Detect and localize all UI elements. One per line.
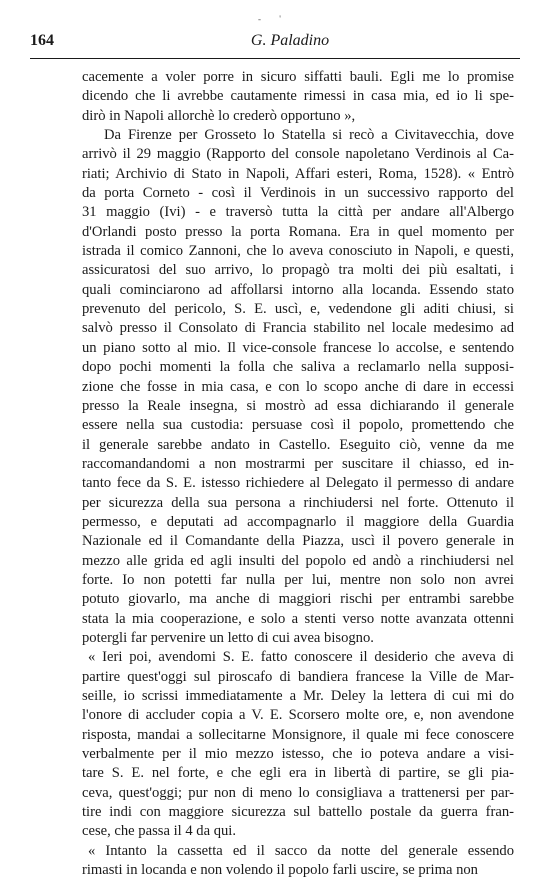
text-line: 31 maggio (Ivi) - e traversò tutta la città per andare all'Albergo [82,204,514,221]
text-line: dopo pochi momenti la folla che saliva a reclamarlo nella supposi- [82,359,514,376]
text-line: quali cominciarono ad affollarsi intorno alla locanda. Essendo stato [82,281,514,298]
text-line: mezzo alle grida ed agli insulti del popolo ed andò a rinchiudersi nel [82,552,514,569]
text-line: « Intanto la cassetta ed il sacco da notte del generale essendo [88,842,514,859]
text-line: risposta, mandai a sollecitarne Monsignore, il quale mi fece conoscere [82,726,514,743]
text-line: permesso, e deputati ad accompagnarlo il maggiore della Guardia [82,513,514,530]
text-line: prevenuto del pericolo, S. E. uscì, e, vedendone gli aditi chiusi, si [82,301,514,318]
text-line: da porta Corneto - così il Verdinois in un successivo rapporto del [82,185,514,202]
text-line: istrada il comico Zannoni, che lo aveva conosciuto in Napoli, e questi, [82,243,514,260]
text-line: ceva, quest'oggi; pur non di meno lo consigliava a trattenersi per par- [82,784,514,801]
text-line: per sicurezza della sua persona a rinchiudersi nel forte. Ottenuto il [82,494,514,511]
text-line: cese, che passa il 4 da qui. [82,823,236,840]
text-line: cacemente a voler porre in sicuro siffatti bauli. Egli me lo promise [82,69,514,85]
text-line: potuto giovarlo, ma anche di maggiori rischi per entrambi sarebbe [82,591,514,608]
text-line: seille, io scrissi immediatamente a Mr. Deley la lettera di cui mi do [82,688,514,704]
printer-marks: - ' [258,14,289,24]
text-line: partire quest'oggi sul piroscafo di bandiera francese la Ville de Mar- [82,668,514,685]
text-line: dirò in Napoli allorchè lo crederò opportuno », [82,107,356,124]
text-line: dicendo che li avrebbe cautamente rimessi in casa mia, ed io li spe- [82,88,514,105]
text-line: il generale sarebbe andato in Castello. Eseguito ciò, venne da me [82,436,514,453]
header-rule [30,58,520,59]
body-text [82,68,514,880]
text-line: presso la Reale insegna, si mostrò ad essa dichiarando il generale [82,397,514,414]
text-line: raccomandandomi a non mostrarmi per suscitare il chiasso, ed in- [82,455,514,472]
text-line: Da Firenze per Grosseto lo Statella si recò a Civitavecchia, dove [104,127,514,144]
text-line: verbalmente per il mio mezzo istesso, che io poteva andare a visi- [82,746,514,763]
text-line: un piano sotto al mio. Il vice-console francese lo accolse, e sentendo [82,339,514,356]
text-line: forte. Io non potetti far nulla per lui, mentre non solo non avrei [82,571,514,588]
text-line: tanto fece da S. E. istesso richiedere al Delegato il permesso di andare [82,475,514,492]
text-line: tire indi con maggiore sicurezza sul battello postale da guerra fran- [82,804,514,821]
text-line: potergli far pervenire un letto di cui avea bisogno. [82,629,374,646]
text-line: essere nella sua custodia: persuase così il popolo, promettendo che [82,417,514,434]
text-line: rimasti in locanda e non volendo il popolo farli uscire, se prima non [82,862,478,879]
text-line: l'onore di accluder copia a V. E. Scorsero molte ore, e, non avendone [82,707,514,724]
text-line: stata la mia cooperazione, e solo a stenti verso notte avanzata ottenni [82,610,514,627]
text-line: arrivò il 29 maggio (Rapporto del console napoletano Verdinois al Ca- [82,146,514,163]
page-number: 164 [30,32,54,49]
text-line: d'Orlandi posto presso la porta Romana. Era in quel momento per [82,223,514,240]
text-line: assicuratosi del suo arrivo, lo propagò tra molti dei più esaltati, i [82,262,514,279]
text-line: Nazionale ed il Comandante della Piazza, uscì il povero generale in [82,533,514,550]
running-head: G. Paladino [250,32,330,49]
text-line: zione che fosse in mia casa, e con lo scopo anche di dare in eccessi [82,378,514,395]
text-line: tare S. E. nel forte, e che egli era in libertà di partire, se gli pia- [82,765,514,782]
text-line: salvò presso il Consolato di Francia stabilito nel locale medesimo ad [82,320,514,337]
text-line: riati; Archivio di Stato in Napoli, Affari esteri, Roma, 1528). « Entrò [82,165,514,182]
text-line: « Ieri poi, avendomi S. E. fatto conoscere il desiderio che aveva di [88,649,514,666]
page-header [30,32,520,52]
